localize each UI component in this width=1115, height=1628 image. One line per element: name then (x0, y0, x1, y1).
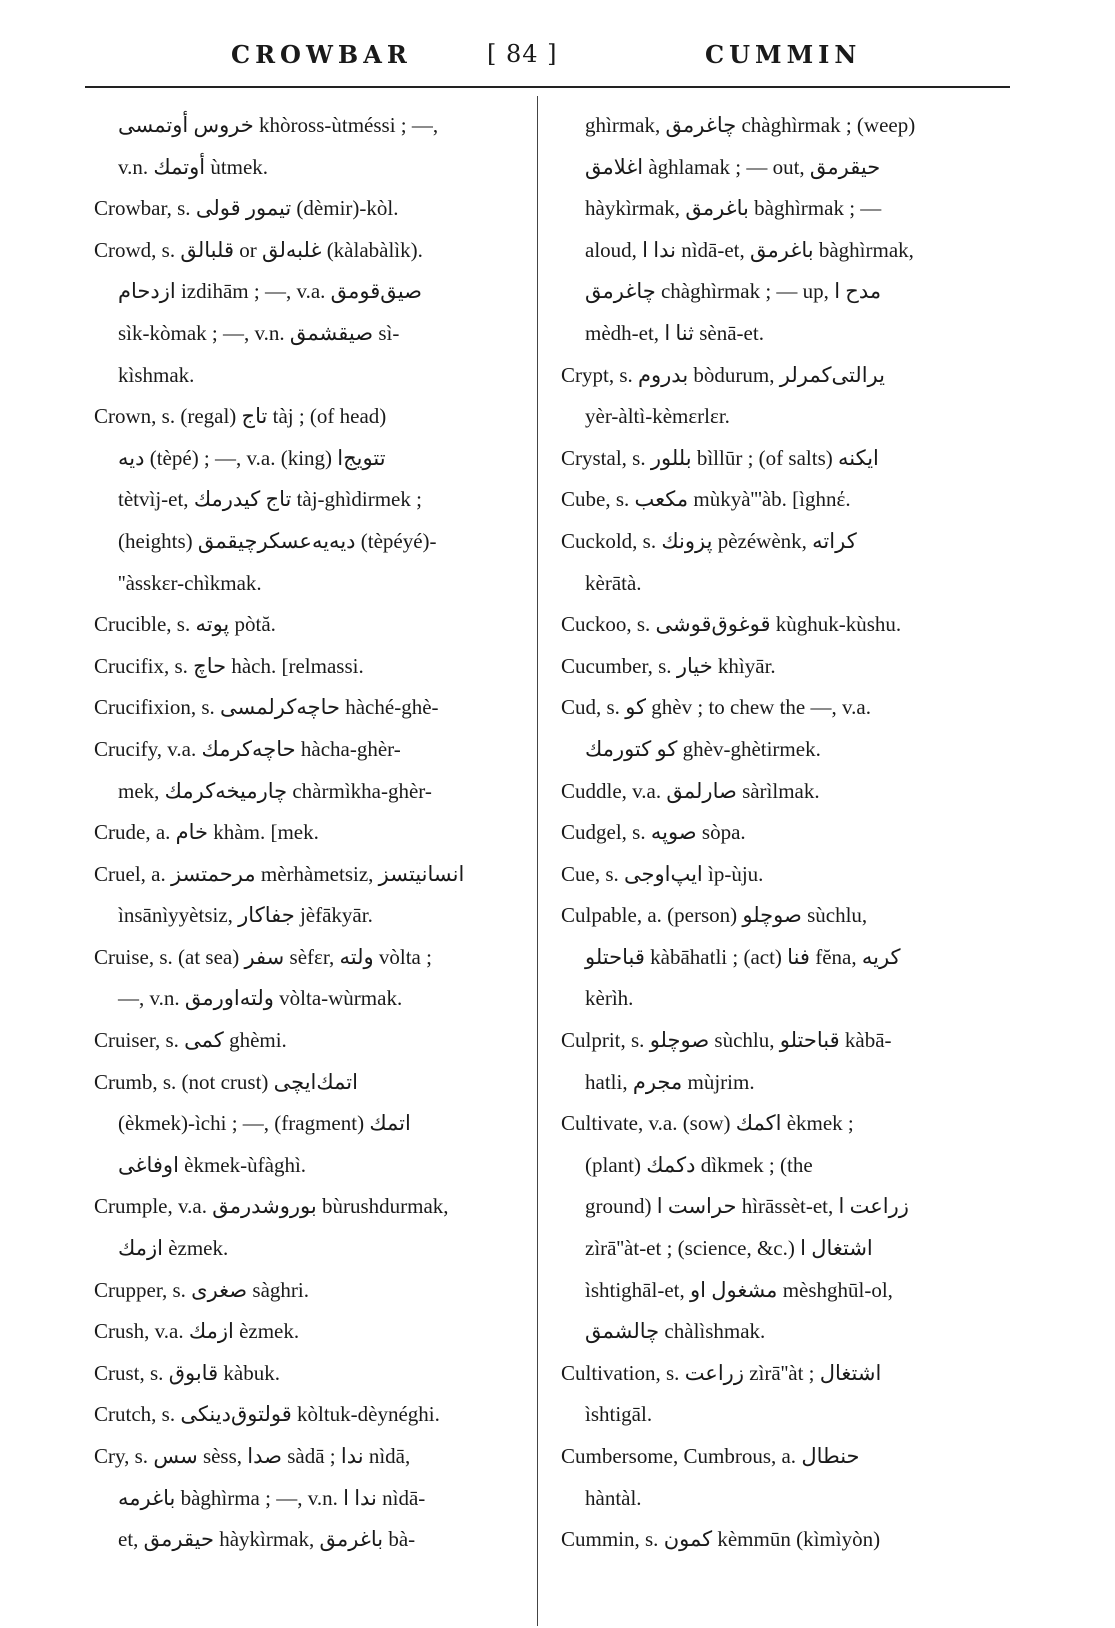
dictionary-line: Culprit, s. صوچلو sùchlu, قباحتلو kàbā- (561, 1028, 892, 1053)
dictionary-line: قباحتلو kàbāhatli ; (act) فنا fĕna, كريه (585, 944, 901, 969)
dictionary-line: Cultivate, v.a. (sow) اكمك èkmek ; (561, 1111, 854, 1136)
dictionary-line: ديه (tèpé) ; —, v.a. (king) تتويج‌ا (118, 445, 386, 470)
dictionary-line: Cuckoo, s. قوغوق‌قوشى kùghuk-kùshu. (561, 612, 902, 637)
dictionary-line: Crown, s. (regal) تاج tàj ; (of head) (94, 404, 387, 429)
dictionary-line: Cry, s. سس sèss, صدا sàdā ; ندا nìdā, (94, 1444, 411, 1468)
page-number: [ 84 ] (487, 40, 558, 68)
dictionary-line: Cudgel, s. صوپه sòpa. (561, 820, 746, 845)
dictionary-line: باغرمه bàghìrma ; —, v.n. ندا ا nìdā- (118, 1485, 426, 1510)
dictionary-line: tètvìj-et, تاج كيدرمك tàj-ghìdirmek ; (118, 487, 422, 512)
dictionary-line: ''àsskεr-chìkmak. (118, 570, 262, 595)
dictionary-line: Crucifixion, s. حاچه‌كرلمسى hàché-ghè- (94, 695, 439, 720)
dictionary-line: kìshmak. (118, 362, 195, 387)
dictionary-line: Crupper, s. صغرى sàghri. (94, 1277, 309, 1302)
dictionary-line: Cruiser, s. كمى ghèmi. (94, 1028, 287, 1053)
dictionary-line: Cud, s. كو ghèv ; to chew the —, v.a. (561, 695, 871, 720)
dictionary-line: Crust, s. قابوق kàbuk. (94, 1360, 280, 1385)
dictionary-line: ازدحام izdihām ; —, v.a. صيق‌قومق (118, 279, 422, 304)
dictionary-line: Crypt, s. بدروم bòdurum, يرالتى‌كمرلر (561, 362, 885, 387)
right-column (561, 105, 996, 1561)
page-header (85, 40, 1010, 76)
dictionary-line: sìk-kòmak ; —, v.n. صيقشمق sì- (118, 320, 400, 345)
dictionary-line: hatli, مجرم mùjrim. (585, 1069, 755, 1094)
dictionary-line: ازمك èzmek. (118, 1236, 229, 1261)
dictionary-line: —, v.n. ولته‌اورمق vòlta-wùrmak. (118, 986, 403, 1011)
dictionary-line: Crucible, s. پوته pòtă. (94, 612, 276, 637)
dictionary-line: mèdh-et, ثنا ا sènā-et. (585, 320, 764, 345)
dictionary-line: Crucifix, s. حاچ hàch. [relmassi. (94, 653, 364, 678)
dictionary-line: aloud, ندا ا nìdā-et, باغرمق bàghìrmak, (585, 237, 914, 262)
dictionary-line: Crush, v.a. ازمك èzmek. (94, 1319, 300, 1344)
dictionary-line: Crumple, v.a. بوروشدرمق bùrushdurmak, (94, 1194, 449, 1219)
dictionary-line: Crucify, v.a. حاچه‌كرمك hàcha-ghèr- (94, 736, 401, 761)
dictionary-line: Cucumber, s. خيار khìyār. (561, 653, 776, 678)
dictionary-line: yèr-àltì-kèmεrlεr. (585, 404, 730, 429)
dictionary-line: اوفاغى èkmek-ùfàghì. (118, 1152, 307, 1177)
dictionary-line: ghìrmak, چاغرمق chàghìrmak ; (weep) (585, 113, 916, 137)
dictionary-line: ground) حراست ا hìrāssèt-et, زراعت ا (585, 1194, 909, 1219)
dictionary-line: Crude, a. خام khàm. [mek. (94, 820, 319, 845)
dictionary-line: چاغرمق chàghìrmak ; — up, مدح ا (585, 279, 882, 304)
dictionary-line: hàykìrmak, باغرمق bàghìrmak ; — (585, 196, 882, 221)
dictionary-line: (plant) دكمك dìkmek ; (the (585, 1152, 813, 1177)
dictionary-line: Cumbersome, Cumbrous, a. حنطال (561, 1444, 860, 1468)
column-divider (537, 96, 538, 1626)
left-column (94, 105, 514, 1561)
dictionary-line: Culpable, a. (person) صوچلو sùchlu, (561, 903, 868, 928)
dictionary-line: Cultivation, s. زراعت zìrā''àt ; اشتغال (561, 1360, 882, 1385)
dictionary-line: kèrātà. (585, 570, 642, 595)
dictionary-line: zìrā''àt-et ; (science, &c.) اشتغال ا (585, 1236, 873, 1261)
dictionary-line: Cruise, s. (at sea) سفر sèfεr, ولته vòlta ; (94, 944, 432, 969)
dictionary-line: (heights) ديه‌يه‌عسكرچيقمق (tèpéyé)- (118, 528, 437, 553)
dictionary-line: خروس أوتمسى khòross-ùtméssi ; —, (118, 113, 439, 137)
dictionary-line: اغلامق àghlamak ; — out, حيقرمق (585, 154, 881, 179)
dictionary-line: Crowd, s. قلبالق or غلبه‌لق (kàlabàlìk). (94, 237, 423, 262)
dictionary-line: ìnsānìyyètsiz, جفاكار jèfākyār. (118, 903, 373, 928)
dictionary-line: كو كتورمك ghèv-ghètirmek. (585, 736, 821, 761)
dictionary-line: Cummin, s. كمون kèmmūn (kìmìyòn) (561, 1527, 881, 1552)
dictionary-line: hàntàl. (585, 1485, 642, 1510)
dictionary-line: (èkmek)-ìchi ; —, (fragment) اتمك (118, 1111, 411, 1136)
dictionary-line: Crumb, s. (not crust) اتمك‌ايچى (94, 1069, 358, 1094)
dictionary-line: Cube, s. مكعب mùkyà'''àb. [ìghnέ. (561, 487, 851, 512)
dictionary-line: Cruel, a. مرحمتسز mèrhàmetsiz, انسانيتسز (94, 861, 465, 886)
dictionary-line: Crowbar, s. تيمور قولى (dèmir)-kòl. (94, 196, 399, 221)
running-head-right: CUMMIN (705, 40, 862, 69)
dictionary-line: Crutch, s. قولتوق‌دينكى kòltuk-dèynéghi. (94, 1402, 440, 1427)
dictionary-line: kèrìh. (585, 986, 634, 1011)
dictionary-line: Crystal, s. بللور bìllūr ; (of salts) ايكنه (561, 445, 879, 470)
dictionary-line: v.n. أوتمك ùtmek. (118, 154, 269, 179)
dictionary-line: Cue, s. ايپ‌اوجى ìp-ùju. (561, 861, 764, 886)
dictionary-line: et, حيقرمق hàykìrmak, باغرمق bà- (118, 1527, 416, 1552)
dictionary-line: mek, چارميخه‌كرمك chàrmìkha-ghèr- (118, 778, 432, 803)
dictionary-line: Cuckold, s. پزونك pèzéwènk, كراته (561, 528, 857, 553)
dictionary-line: ìshtighāl-et, مشغول او mèshghūl-ol, (585, 1277, 893, 1302)
dictionary-line: چالشمق chàlìshmak. (585, 1319, 766, 1344)
dictionary-line: Cuddle, v.a. صارلمق sàrìlmak. (561, 778, 820, 803)
header-rule (85, 86, 1010, 88)
dictionary-line: ìshtigāl. (585, 1402, 653, 1427)
running-head-left: CROWBAR (231, 40, 412, 69)
